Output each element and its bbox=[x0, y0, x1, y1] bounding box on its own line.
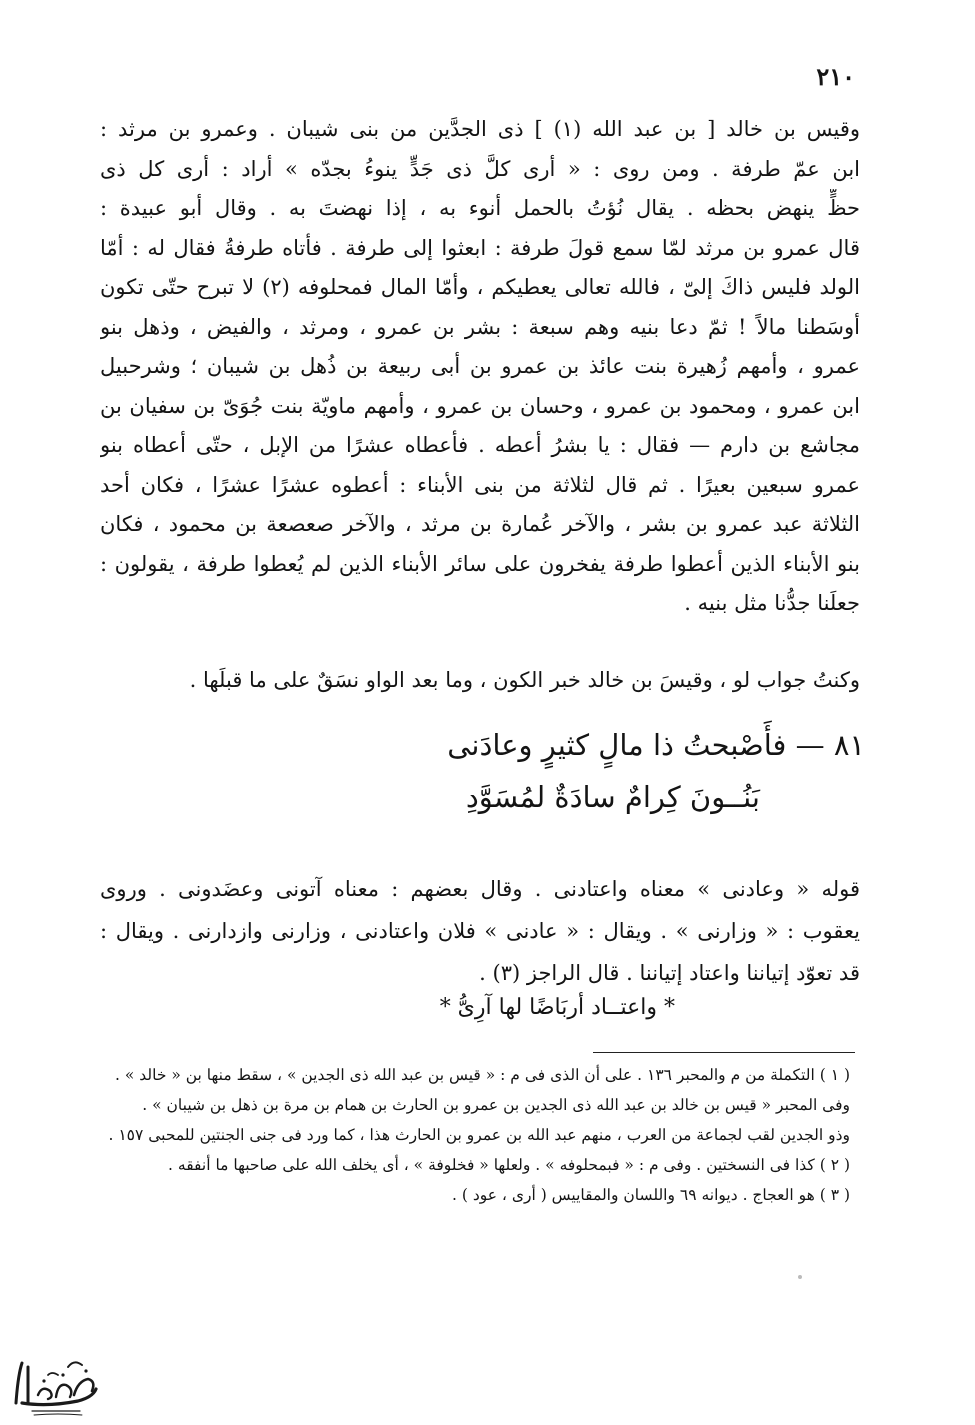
verse-line-1: ٨١ — فأَصْبحتُ ذا مالٍ كثيرٍ وعادَنى bbox=[447, 728, 865, 762]
footnote-line: وفى المحبر « قيس بن خالد بن عبد الله ذى الجدين بن عمرو بن الحارث بن همام بن مرة بن ذهل بن شيبان » . bbox=[142, 1096, 850, 1114]
text-line: ابن عمرو ، ومحمود بن عمرو ، وحسان بن عمرو ، وأمهم ماويّة بنت جُوَىّ بن سفيان بن bbox=[100, 393, 860, 418]
page-number: ٢١٠ bbox=[816, 62, 855, 91]
footnote-line: وذو الجدين لقب لجماعة من العرب ، منهم عبد الله بن عمرو بن الحارث هذا ، كما ورد فى جنى الجنتين للمحبى ١٥٧ . bbox=[108, 1126, 850, 1144]
text-line: أوسَطنا مالاً ! ثمّ دعا بنيه وهم سبعة : بشر بن عمرو ، ومرثد ، والفيض ، وذهل بنو bbox=[100, 314, 860, 339]
scan-speck bbox=[798, 1275, 802, 1279]
text-line: الولد فليس ذاكَ إلىّ ، فالله تعالى يعطيكم ، وأمّا المال فمحلوفه (٢) لا تبرح حتّى تكون bbox=[100, 275, 860, 299]
calligraphy-logo-icon bbox=[8, 1345, 103, 1417]
text-line: جعلَنا جدُّنا مثل بنيه . bbox=[684, 591, 860, 615]
text-line: عمرو ، وأمهم زُهيرة بنت عائذ بن عمرو بن أبى ربيعة بن ذُهل بن شيبان ؛ وشرحبيل bbox=[100, 354, 860, 378]
footnote-separator bbox=[593, 1052, 855, 1053]
text-line: يعقوب : « وزارنى » . ويقال : « عادنى » فلان واعتادنى ، وزارنى وازدارنى . ويقال : bbox=[100, 919, 860, 943]
footnotes bbox=[100, 1060, 850, 1210]
footnote-line: ( ٣ ) هو العجاج . ديوانه ٦٩ واللسان والمقاييس ( أرى ، عود ) . bbox=[452, 1186, 850, 1204]
rajaz-quotation: * واعتــاد أربَاضًا لها آرِىُّ * bbox=[439, 995, 675, 1020]
commentary-paragraph-1 bbox=[100, 110, 860, 624]
footnote-line: ( ٢ ) كذا فى النسختين . وفى م : « فبمحلوفه » . ولعلها « فخلوفة » ، أى يخلف الله على صاحبها ما أنفقه . bbox=[168, 1156, 850, 1174]
text-line: الثلاثة عبد عمرو بن بشر ، والآخر عُمارة بن مرثد ، والآخر صعصعة بن محمود ، فكان bbox=[100, 512, 860, 536]
text-line: قد تعوّد إتياننا واعتاد إتياننا . قال الراجز (٣) . bbox=[479, 961, 860, 985]
text-line: قال عمرو بن مرثد لمّا سمع قولَ طرفة : ابعثوا إلى طرفة . فأتاه طرفةُ فقال له : أمّا bbox=[100, 235, 860, 260]
text-line: ابن عمّ طرفة . ومن روى : « أرى كلَّ ذى جَدٍّ ينوءُ بجدّه » أراد : أرى كل ذى bbox=[100, 156, 860, 181]
commentary-paragraph-2 bbox=[100, 660, 860, 700]
text-line: قوله « وعادنى » معناه واعتادنى . وقال بعضهم : معناه آتونى وعضَدونى . وروى bbox=[100, 877, 860, 901]
text-line: حظٍّ ينهض بحظه . يقال نُؤتُ بالحمل أنوء به ، إذا نهضتَ به . وقال أبو عبيدة : bbox=[100, 196, 860, 220]
text-line: وكنتُ جواب لو ، وقيسَ بن خالد خبر الكون ، وما بعد الواو نسَقٌ على ما قبلَها . bbox=[189, 668, 860, 692]
text-line: وقيس بن خالد [ بن عبد الله (١) ] ذى الجدَّين من بنى شيبان . وعمرو بن مرثد : bbox=[100, 117, 860, 141]
footnote-line: ( ١ ) التكملة من م والمحبر ١٣٦ . على أن الذى فى م : « قيس بن عبد الله ذى الجدين » ، سقط منها بن « خالد » . bbox=[114, 1066, 850, 1084]
text-line: عمرو سبعين بعيرًا . ثم قال لثلاثة من بنى الأبناء : أعطوه عشرًا عشرًا ، فكان أحد bbox=[100, 472, 860, 497]
verse-line-2: بَنُــونَ كِرامٌ سادَةٌ لمُسَوَّدِ bbox=[465, 780, 760, 814]
commentary-paragraph-3 bbox=[100, 868, 860, 994]
text-line: بنو الأبناء الذين أعطوا طرفة يفخرون على سائر الأبناء الذين لم يُعطوا طرفة ، يقولون : bbox=[100, 551, 860, 576]
text-line: مجاشع بن دارم — فقال : يا بشرُ أعطه . فأعطاه عشرًا من الإبل ، حتّى أعطاه بنو bbox=[100, 433, 860, 457]
